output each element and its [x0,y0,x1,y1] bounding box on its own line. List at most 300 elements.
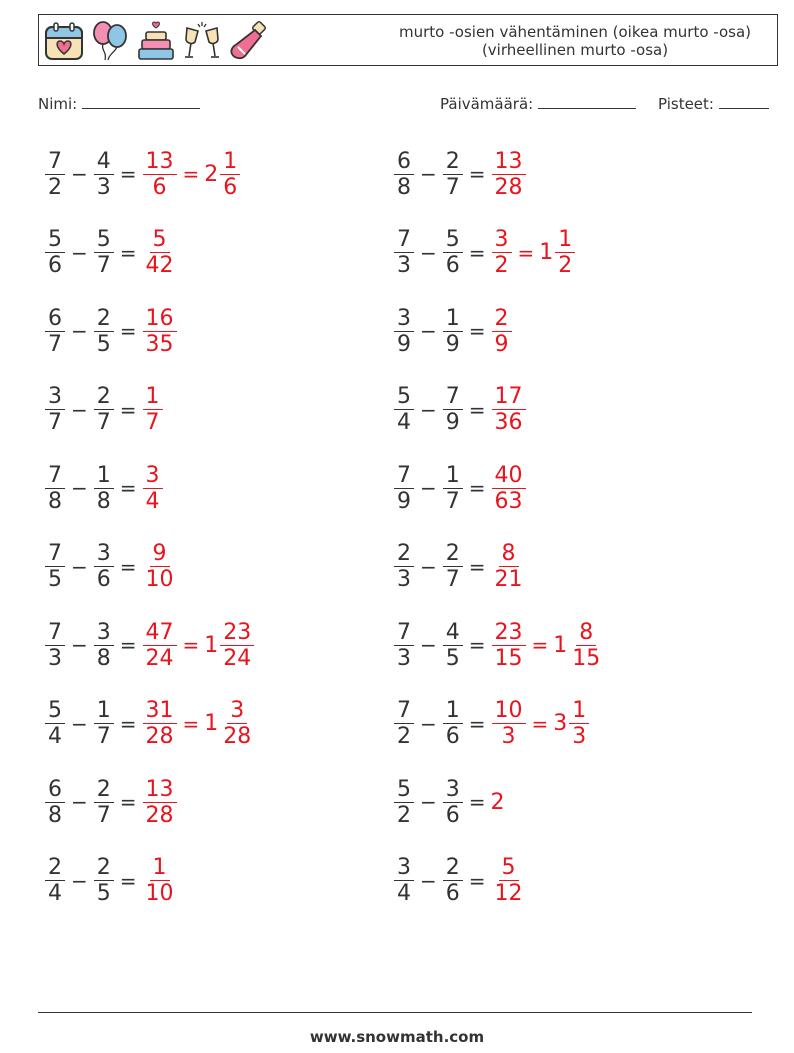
equals-sign: = [119,397,137,422]
mixed-fraction [569,698,589,749]
equals-sign: = [119,319,137,343]
answer [491,541,527,592]
minuend-fraction-denominator: 9 [397,488,411,514]
subtrahend-fraction [443,698,463,749]
minus-sign: − [420,554,437,579]
subtrahend-fraction [443,541,463,592]
answer-fraction-denominator: 10 [145,567,174,592]
name-label: Nimi: [38,95,78,113]
subtrahend-fraction [94,149,114,200]
answer-fraction-denominator: 9 [494,331,509,357]
subtrahend-fraction-numerator: 3 [94,620,114,646]
minus-sign: − [71,868,88,893]
answer-fraction [143,384,163,435]
minuend-fraction-numerator: 2 [45,855,65,881]
minuend-fraction-denominator: 5 [48,567,62,592]
answer-equals-sign: = [531,711,549,736]
subtrahend-fraction-denominator: 7 [445,567,460,592]
answer-fraction-denominator: 28 [145,724,174,749]
mixed-whole: 1 [553,632,568,658]
minuend-fraction-denominator: 3 [397,645,411,671]
mixed-whole: 3 [553,711,568,736]
minuend-fraction-numerator: 7 [45,149,65,175]
minuend-fraction-numerator: 3 [45,384,65,410]
minuend-fraction [45,384,65,435]
answer-fraction-denominator: 35 [145,331,174,357]
mixed-denominator: 15 [572,645,601,671]
problem-10 [393,460,527,516]
answer-fraction [143,777,177,828]
mixed-denominator: 24 [223,645,252,671]
problem-8 [393,382,527,438]
subtrahend-fraction-numerator: 5 [443,227,463,253]
subtrahend-fraction-numerator: 1 [94,463,114,489]
problem-19 [44,853,178,909]
answer-fraction-numerator: 17 [492,384,526,410]
answer-fraction-numerator: 40 [492,463,526,489]
header-icons [43,18,269,64]
problem-12 [393,539,527,595]
problem-14 [393,617,604,673]
subtrahend-fraction-denominator: 7 [445,488,460,514]
subtrahend-fraction [94,777,114,828]
problem-5 [44,303,178,359]
problem-20 [393,853,527,909]
subtrahend-fraction-numerator: 5 [94,227,114,253]
minus-sign: − [420,319,437,343]
answer-fraction-denominator: 28 [145,802,174,828]
answer [491,306,513,357]
champagne-glasses-icon [181,20,223,62]
minuend-fraction-denominator: 9 [397,331,411,357]
date-field [440,94,636,113]
answer-fraction [143,463,163,514]
footer-url: www.snowmath.com [309,1028,485,1046]
answer-fraction-numerator: 13 [143,149,177,175]
answer-fraction-numerator: 1 [150,855,170,881]
minuend-fraction [394,855,414,906]
minuend-fraction-numerator: 3 [394,855,414,881]
answer-fraction [492,541,526,592]
minus-sign: − [420,162,437,186]
mixed-numerator: 3 [227,698,247,724]
minuend-fraction-numerator: 7 [394,463,414,489]
equals-sign: = [468,711,486,736]
answer-fraction-denominator: 24 [145,645,174,671]
answer-fraction-numerator: 16 [143,306,177,332]
answer-fraction [143,620,177,671]
equals-sign: = [468,633,486,657]
subtrahend-fraction-denominator: 7 [445,174,460,200]
answer-fraction [143,306,177,357]
problem-7 [44,382,164,438]
score-line[interactable] [719,94,769,109]
equals-sign: = [468,868,486,893]
equals-sign: = [119,790,137,814]
mixed-denominator: 28 [223,724,252,749]
subtrahend-fraction [443,384,463,435]
minuend-fraction-denominator: 4 [48,724,62,749]
answer-fraction-numerator: 13 [143,777,177,803]
answer-fraction-denominator: 10 [145,881,174,906]
answer-fraction-denominator: 2 [494,253,509,278]
answer [142,384,164,435]
subtrahend-fraction [94,541,114,592]
answer-fraction-numerator: 5 [499,855,519,881]
subtrahend-fraction-numerator: 4 [443,620,463,646]
mixed-fraction [569,620,603,671]
subtrahend-fraction [443,306,463,357]
minuend-fraction [394,541,414,592]
subtrahend-fraction-numerator: 2 [443,149,463,175]
minuend-fraction-denominator: 8 [48,802,62,828]
calendar-heart-icon [43,20,85,62]
problem-1 [44,146,241,202]
answer-fraction-numerator: 31 [143,698,177,724]
mixed-fraction [555,227,575,278]
mixed-denominator: 2 [558,253,573,278]
equals-sign: = [468,790,486,814]
subtrahend-fraction-numerator: 1 [94,698,114,724]
minuend-fraction [45,541,65,592]
subtrahend-fraction-denominator: 6 [445,881,460,906]
answer-fraction [143,541,177,592]
subtrahend-fraction-denominator: 3 [96,174,111,200]
name-line[interactable] [82,94,200,109]
minuend-fraction-denominator: 3 [397,567,411,592]
subtrahend-fraction-numerator: 4 [94,149,114,175]
answer [142,855,178,906]
minuend-fraction-denominator: 2 [397,724,411,749]
balloons-icon [89,20,131,62]
minus-sign: − [71,554,88,579]
equals-sign: = [119,554,137,579]
minus-sign: − [71,476,88,500]
answer-fraction [143,227,177,278]
answer [142,698,256,749]
subtrahend-fraction-numerator: 1 [443,463,463,489]
minuend-fraction [45,855,65,906]
answer [142,306,178,357]
answer-fraction [492,620,526,671]
subtrahend-fraction [94,384,114,435]
subtrahend-fraction-numerator: 2 [94,855,114,881]
answer-fraction-numerator: 47 [143,620,177,646]
subtrahend-fraction-numerator: 2 [443,855,463,881]
minus-sign: − [420,240,437,265]
minuend-fraction-numerator: 7 [45,463,65,489]
answer-fraction-numerator: 23 [492,620,526,646]
answer-fraction-denominator: 12 [494,881,523,906]
minuend-fraction [45,777,65,828]
answer-fraction-numerator: 2 [492,306,512,332]
subtrahend-fraction-denominator: 7 [96,253,111,278]
mixed-numerator: 23 [220,620,254,646]
minuend-fraction-numerator: 7 [394,620,414,646]
subtrahend-fraction [94,620,114,671]
mixed-numerator: 8 [576,620,596,646]
date-label: Päivämäärä: [440,95,534,113]
subtrahend-fraction-numerator: 2 [94,777,114,803]
champagne-bottle-icon [227,20,269,62]
answer-whole: 2 [490,789,505,815]
subtrahend-fraction-denominator: 8 [96,488,111,514]
mixed-whole: 1 [204,711,219,736]
answer-fraction [492,227,512,278]
subtrahend-fraction [443,620,463,671]
equals-sign: = [468,554,486,579]
mixed-fraction [220,698,254,749]
subtrahend-fraction-denominator: 7 [96,802,111,828]
problem-15 [44,696,255,752]
minuend-fraction-numerator: 6 [45,306,65,332]
minuend-fraction-denominator: 2 [48,174,62,200]
minuend-fraction [394,227,414,278]
minuend-fraction [45,306,65,357]
minuend-fraction-numerator: 5 [394,777,414,803]
minuend-fraction [45,620,65,671]
mixed-fraction [220,620,254,671]
minuend-fraction-denominator: 4 [397,410,411,435]
answer [491,790,506,815]
minus-sign: − [71,397,88,422]
answer-equals-sign: = [182,633,200,657]
minus-sign: − [71,711,88,736]
answer-fraction-denominator: 6 [152,174,167,200]
minuend-fraction-numerator: 3 [394,306,414,332]
minuend-fraction-numerator: 7 [45,620,65,646]
answer [142,463,164,514]
answer [142,149,242,200]
footer-divider [38,1012,752,1013]
subtrahend-fraction-denominator: 8 [96,645,111,671]
minuend-fraction [394,306,414,357]
problem-9 [44,460,164,516]
minuend-fraction [394,149,414,200]
answer-equals-sign: = [182,711,200,736]
subtrahend-fraction-denominator: 6 [445,802,460,828]
answer-fraction-denominator: 28 [494,174,523,200]
minuend-fraction-numerator: 7 [394,227,414,253]
answer [491,620,605,671]
mixed-whole: 1 [539,240,554,265]
answer-fraction [143,698,177,749]
minuend-fraction-denominator: 4 [48,881,62,906]
answer [491,384,527,435]
minuend-fraction [45,698,65,749]
answer [491,227,577,278]
answer-fraction [143,149,177,200]
answer-equals-sign: = [182,162,200,186]
minuend-fraction-numerator: 5 [394,384,414,410]
answer-fraction-denominator: 36 [494,410,523,435]
minuend-fraction-denominator: 8 [48,488,62,514]
mixed-numerator: 1 [569,698,589,724]
minuend-fraction-denominator: 4 [397,881,411,906]
minuend-fraction [45,463,65,514]
minus-sign: − [420,790,437,814]
score-field [658,94,769,113]
answer-fraction-numerator: 10 [492,698,526,724]
subtrahend-fraction-numerator: 2 [94,384,114,410]
equals-sign: = [468,162,486,186]
subtrahend-fraction [94,698,114,749]
minuend-fraction-denominator: 2 [397,802,411,828]
subtrahend-fraction-numerator: 3 [94,541,114,567]
minuend-fraction-numerator: 5 [45,698,65,724]
problem-16 [393,696,590,752]
equals-sign: = [468,240,486,265]
subtrahend-fraction [443,463,463,514]
subtrahend-fraction [443,855,463,906]
equals-sign: = [119,711,137,736]
minuend-fraction-numerator: 2 [394,541,414,567]
problem-11 [44,539,178,595]
subtrahend-fraction-denominator: 5 [445,645,460,671]
subtrahend-fraction [94,306,114,357]
minuend-fraction-denominator: 8 [397,174,411,200]
minuend-fraction-numerator: 7 [394,698,414,724]
answer-fraction-numerator: 3 [492,227,512,253]
answer [142,227,178,278]
minus-sign: − [420,397,437,422]
subtrahend-fraction-denominator: 5 [96,331,111,357]
subtrahend-fraction [94,463,114,514]
mixed-whole: 1 [204,632,219,658]
minus-sign: − [71,240,88,265]
minuend-fraction-numerator: 5 [45,227,65,253]
mixed-fraction [220,149,240,200]
minuend-fraction-denominator: 7 [48,331,62,357]
minus-sign: − [420,711,437,736]
equals-sign: = [119,240,137,265]
answer-fraction [492,698,526,749]
answer-fraction-denominator: 63 [494,488,523,514]
minuend-fraction [394,620,414,671]
minuend-fraction-denominator: 6 [48,253,62,278]
minus-sign: − [71,790,88,814]
minuend-fraction [394,777,414,828]
answer-equals-sign: = [531,633,549,657]
answer-fraction-denominator: 3 [501,724,516,749]
subtrahend-fraction-numerator: 7 [443,384,463,410]
answer [491,698,591,749]
equals-sign: = [119,162,137,186]
problem-4 [393,225,576,281]
answer-fraction-numerator: 1 [143,384,163,410]
minuend-fraction [394,384,414,435]
minuend-fraction-denominator: 3 [397,253,411,278]
answer-fraction-numerator: 8 [499,541,519,567]
minuend-fraction-numerator: 7 [45,541,65,567]
subtrahend-fraction-numerator: 2 [443,541,463,567]
answer-fraction-numerator: 3 [143,463,163,489]
equals-sign: = [119,476,137,500]
answer-fraction-numerator: 5 [150,227,170,253]
answer-fraction-denominator: 42 [145,253,174,278]
minuend-fraction-numerator: 6 [45,777,65,803]
answer [491,149,527,200]
worksheet-title: murto -osien vähentäminen (oikea murto -osa) (virheellinen murto -osa) [398,23,752,59]
subtrahend-fraction-denominator: 6 [445,253,460,278]
answer-fraction [492,306,512,357]
subtrahend-fraction-denominator: 5 [96,881,111,906]
subtrahend-fraction [94,227,114,278]
subtrahend-fraction-denominator: 7 [96,724,111,749]
answer-equals-sign: = [517,240,535,265]
minus-sign: − [71,162,88,186]
subtrahend-fraction-numerator: 2 [94,306,114,332]
answer-fraction [492,463,526,514]
mixed-denominator: 6 [223,174,238,200]
subtrahend-fraction-denominator: 7 [96,410,111,435]
date-line[interactable] [538,94,636,109]
subtrahend-fraction-numerator: 1 [443,698,463,724]
answer-fraction-denominator: 7 [145,410,160,435]
minuend-fraction [394,698,414,749]
score-label: Pisteet: [658,95,714,113]
minus-sign: − [420,476,437,500]
subtrahend-fraction-denominator: 9 [445,331,460,357]
equals-sign: = [468,476,486,500]
answer-fraction [492,855,526,906]
mixed-numerator: 1 [555,227,575,253]
problem-6 [393,303,513,359]
minus-sign: − [420,868,437,893]
problem-18 [393,774,506,830]
subtrahend-fraction-numerator: 3 [443,777,463,803]
worksheet-header [38,14,778,66]
equals-sign: = [119,633,137,657]
minus-sign: − [420,633,437,657]
answer-fraction-denominator: 21 [494,567,523,592]
subtrahend-fraction-denominator: 6 [445,724,460,749]
equals-sign: = [468,397,486,422]
answer-fraction [143,855,177,906]
problem-17 [44,774,178,830]
minus-sign: − [71,319,88,343]
subtrahend-fraction-numerator: 1 [443,306,463,332]
cake-icon [135,20,177,62]
subtrahend-fraction-denominator: 9 [445,410,460,435]
minus-sign: − [71,633,88,657]
minuend-fraction-denominator: 7 [48,410,62,435]
subtrahend-fraction-denominator: 6 [96,567,111,592]
answer [142,777,178,828]
answer-fraction-denominator: 15 [494,645,523,671]
minuend-fraction-denominator: 3 [48,645,62,671]
answer-fraction-numerator: 9 [150,541,170,567]
subtrahend-fraction [443,149,463,200]
equals-sign: = [119,868,137,893]
minuend-fraction-numerator: 6 [394,149,414,175]
minuend-fraction [45,227,65,278]
problem-3 [44,225,178,281]
mixed-numerator: 1 [220,149,240,175]
answer-fraction [492,149,526,200]
mixed-whole: 2 [204,161,219,187]
answer-fraction [492,384,526,435]
answer [491,463,527,514]
subtrahend-fraction [443,777,463,828]
answer [142,541,178,592]
equals-sign: = [468,319,486,343]
minuend-fraction [394,463,414,514]
subtrahend-fraction [443,227,463,278]
problem-2 [393,146,527,202]
problem-13 [44,617,255,673]
answer-fraction-denominator: 4 [145,488,160,514]
